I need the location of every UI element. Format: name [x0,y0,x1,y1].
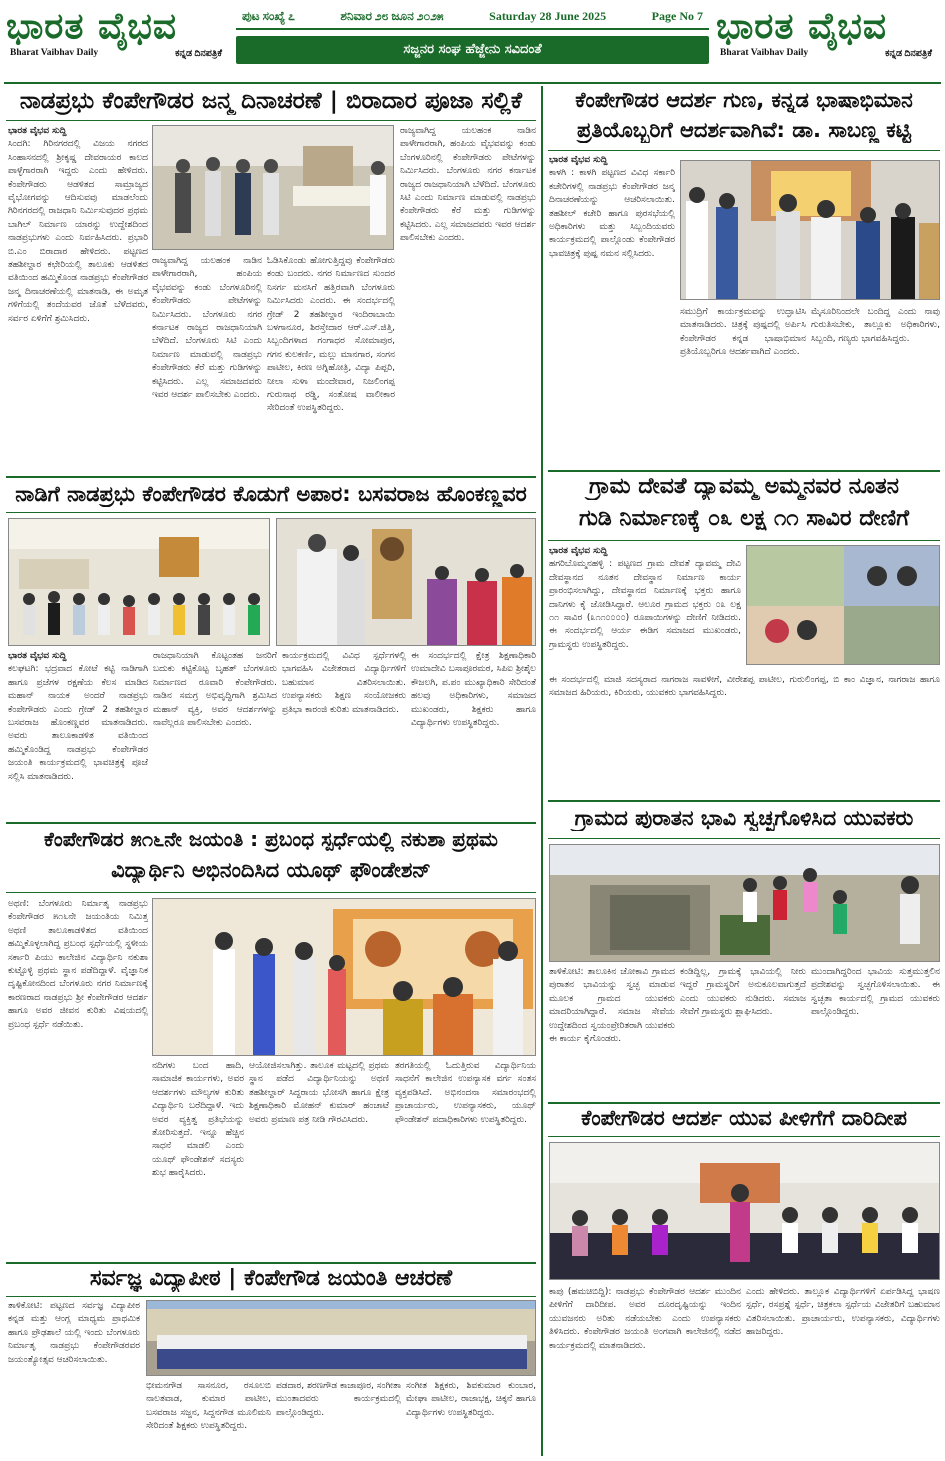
article-column [153,650,277,812]
tagline: ಕನ್ನಡ ದಿನಪತ್ರಿಕೆ [885,49,932,59]
section-divider [548,470,940,472]
article-text: ಕಂಡಿದ್ದಿಲ್ಲ, ಗ್ರಾಮಕ್ಕೆ ಭಾವಿಯಲ್ಲಿ ನೀರು ಇದ್ದರೆ ಗ್ರಾಮಸ್ಥರಿಗೆ ಅನುಕೂಲವಾಗುತ್ತದೆ ಎಂದು ಯುವಕರು ನುಡಿದರು. ಸಮಾಜ ಸೇವೆಗೆ ಗ್ರಾಮಸ್ಥರು ಶ್ಲಾಘಿಸಿದರು. [680,967,806,1018]
newspaper-logo: ಭಾರತ ವೈಭವ [716,5,887,47]
header-bar [236,4,709,76]
article-column [152,1060,244,1258]
article-column [549,154,675,466]
divider [6,512,536,513]
article-text: ಸಿಂದಗಿ: ಗಿರಿನಗರದಲ್ಲಿ ವಿಜಯ ನಗರದ ಸಿಂಹಾಸನದಲ್ಲಿ ಶ್ರೀಕೃಷ್ಣ ದೇವರಾಯರ ಕಾಲದ ಪಾಳ್ಳೆಗಾರರಾಗಿ ಇದ್ದರು ಎಂದು ಹೇಳಿದರು. ಕೆಂಪೇಗೌಡರು ಆಡಳಿತದ ಸಾಮ್ರಾಜ್ಯದ ವೈಭೋಗವನ್ನು ಆದಿಸುವವು ಮಾಡಲೆಂದು ಗಿರಿನಗರದಲ್ಲಿ ರಾಜಧಾನಿ ನಿರ್ಮಿಸುವುದರ ಪ್ರಥಮ ಬಾಗಿಲ್ ನಿರ್ಮಾಣ ಯಾರನ್ನು ಉದ್ದೇಶದಿಂದ ನಾಡಪ್ರಭುಗಳು ಎಂದು ನಿರ್ವಹಿಸಿದರು. ಪ್ರಭಾರಿ ಬಿ.ಎಂ ಬಿರಾದಾರ ಹೇಳಿದರು. ಪಟ್ಟಣದ ತಹಶೀಲ್ದಾರ ಕಛೇರಿಯಲ್ಲಿ ತಾಲೂಕು ಆಡಳಿತದ ವತಿಯಿಂದ ಹಮ್ಮಿಕೊಂಡ ನಾಡಪ್ರಭು ಕೆಂಪೇಗೌಡರ ಜನ್ಮ ದಿನಾಚರಣೆಯಲ್ಲಿ ಮಾತನಾಡಿ, ಈ ಅಮೃತ ಗಳಿಗೆಯಲ್ಲಿ ತಂದೆಯವರ ಜೊತೆ ಬೆಳೆದವರು, ಸರ್ವರ ಏಳಿಗೆಗೆ ಶ್ರಮಿಸಿದರು. [8,139,148,324]
article-column [267,255,395,465]
article-column [811,306,940,466]
article-text: ಮೈಸೂರಿನಿಂದಲೇ ಬಂದಿದ್ದ ಎಂದು ನಾವು ಗುರುತಿಸಬೇಕು, ತಾಲ್ಲೂಕು ಅಧಿಕಾರಿಗಳು, ಸಿಬ್ಬಂದಿ, ಗಣ್ಯರು ಭಾಗವಹಿಸಿದ್ದರು. [811,307,940,344]
article-text: ರಾಜ್ಯವಾಗಿದ್ದ ಯಲಹಂಕ ನಾಡಿನ ಪಾಳೇಗಾರರಾಗಿ, ಹಂಪಿಯ ವೈಭವವನ್ನು ಕಂಡು ಬೆಂಗಳೂರಿನಲ್ಲಿ ಕೆಂಪೇಗೌಡರು ಪೇಟೆಗಳನ್ನು ನಿರ್ಮಿಸಿದರು. ಬೆಂಗಳೂರು ನಗರ ಕರ್ನಾಟಕ ರಾಜ್ಯದ ರಾಜಧಾನಿಯಾಗಿ ಬೆಳೆದಿದೆ. ಬೆಂಗಳೂರು ಸಿಟಿ ಎಂದು ನಿರ್ಮಾಣ ಮಾಡುವಲ್ಲಿ ನಾಡಪ್ರಭು ಕೆಂಪೇಗೌಡರು ಕೆರೆ ಮತ್ತು ಗುಡಿಗಳನ್ನು ಕಟ್ಟಿಸಿದರು. ಎಲ್ಲ ಸಮಾಜದವರು ಇವರ ಆದರ್ಶ ಪಾಲಿಸಬೇಕು ಎಂದರು. [152,256,262,401]
newspaper-logo: ಭಾರತ ವೈಭವ [6,5,177,47]
tagline: ಕನ್ನಡ ದಿನಪತ್ರಿಕೆ [175,49,222,59]
article-headline: ಕೆಂಪೇಗೌಡರ ಆದರ್ಶ ಗುಣ, ಕನ್ನಡ ಭಾಷಾಭಿಮಾನ [575,88,913,112]
article-text: ಸಂಗೀತ ಶಿಕ್ಷಕರು, ಶಿವಕುಮಾರ ಕುಂಬಾರ, ಮೇಘಾ ಪಾಟೀಲ, ರಾಜಾಭಕ್ಷ, ಚಿಕ್ಕನೆ ಹಾಗೂ ವಿದ್ಯಾರ್ಥಿಗಳು ಉಪಸ್ಥಿತರಿದ್ದರು. [406,1381,536,1418]
section-divider [548,800,940,802]
masthead-right [716,4,936,76]
article-headline: ಗುಡಿ ನಿರ್ಮಾಣಕ್ಕೆ ೦೩ ಲಕ್ಷ ೧೧ ಸಾವಿರ ದೇಣಿಗೆ [578,506,910,531]
masthead-left [6,4,226,76]
page-count: ಪುಟ ಸಂಖ್ಯೆ ೭ [242,8,295,23]
article-headline: ಕೆಂಪೇಗೌಡರ ೫೧೬ನೇ ಜಯಂತಿ : ಪ್ರಬಂಧ ಸ್ಪರ್ಧೆಯಲ್ಲಿ ನಕುಶಾ ಪ್ರಥಮ [44,828,498,851]
article-text: ಆಯೋಜಿಸಲಾಗಿತ್ತು. ತಾಲೂಕ ಮಟ್ಟದಲ್ಲಿ ಪ್ರಥಮ ಸ್ಥಾನ ಪಡೆದ ವಿದ್ಯಾರ್ಥಿನಿಯನ್ನು ಅಥಣಿ ತಹಶೀಲ್ದಾರ್ ಸಿದ್ದರಾಯ ಭೋಸಗಿ ಹಾಗೂ ಕ್ಷೇತ್ರ ಶಿಕ್ಷಣಾಧಿಕಾರಿ ಮೋಹನ್ ಕುಮಾರ್ ಹಂಚಾಟೆ ಅವರು ಪ್ರಮಾಣ ಪತ್ರ ನೀಡಿ ಗೌರವಿಸಿದರು. [249,1061,389,1125]
article-column [395,1060,536,1258]
divider [6,892,536,893]
divider [6,120,536,121]
article-column [549,545,741,670]
dateline: ಭಾರತ ವೈಭವ ಸುದ್ದಿ [8,651,67,661]
article-column [411,650,536,812]
kannada-date: ಶನಿವಾರ ೨೮ ಜೂನ ೨೦೨೫ [340,8,444,23]
article-photo [549,1142,940,1280]
article-column [680,306,806,466]
article-column [400,125,536,465]
english-date: Saturday 28 June 2025 [489,8,607,23]
article-photo [8,518,270,646]
article-photo [152,898,536,1056]
article-headline: ಗ್ರಾಮ ದೇವತೆ ದ್ಯಾವಮ್ಮ ಅಮ್ಮನವರ ನೂತನ [589,474,899,499]
article-column [746,1286,940,1456]
english-name: Bharat Vaibhav Daily [10,48,99,58]
article-text: ತರಗತಿಯಲ್ಲಿ ಓದುತ್ತಿರುವ ವಿದ್ಯಾರ್ಥಿನಿಯ ಸಾಧನೆಗೆ ಕಾಲೇಜಿನ ಉಪನ್ಯಾಸಕ ವರ್ಗ ಸಂತಸ ವ್ಯಕ್ತಪಡಿಸಿದೆ. ಅಭಿನಂದನಾ ಸಮಾರಂಭದಲ್ಲಿ ಪ್ರಾಚಾರ್ಯರು, ಉಪನ್ಯಾಸಕರು, ಯೂಥ್ ಫೌಂಡೇಶನ್ ಪದಾಧಿಕಾರಿಗಳು ಉಪಸ್ಥಿತರಿದ್ದರು. [395,1061,536,1125]
article-text: ತಾಳಿಕೋಟಿ: ತಾಲೂಕಿನ ಚೋಕಾವಿ ಗ್ರಾಮದ ಪುರಾತನ ಭಾವಿಯನ್ನು ಸ್ವಚ್ಛ ಮಾಡುವ ಮೂಲಕ ಗ್ರಾಮದ ಯುವಕರು ಮಾದರಿಯಾಗಿದ್ದಾರೆ. ಸಮಾಜ ಸೇವೆಯ ಉದ್ದೇಶದಿಂದ ಸ್ವಯಂಪ್ರೇರಿತರಾಗಿ ಯುವಕರು ಈ ಕಾರ್ಯ ಕೈಗೊಂಡರು. [549,967,675,1045]
article-text: ಸಮುದ್ರಿಗೆ ಕಾರ್ಯಕ್ರಮವನ್ನು ಉದ್ಘಾಟಿಸಿ ಮಾತನಾಡಿದರು. ಚಿತ್ರಕ್ಕೆ ಪುಷ್ಪದಲ್ಲಿ ಅರ್ಪಿಸಿ ಕೆಂಪೇಗೌಡರ ಕನ್ನಡ ಭಾಷಾಭಿಮಾನ ಪ್ರತಿಯೊಬ್ಬರಿಗೂ ಆದರ್ಶವಾಗಿದೆ ಎಂದರು. [680,307,806,358]
column-divider [541,86,543,1456]
article-photo [152,125,394,250]
article-text: ಭೀಮನಗೌಡ ಸಾಸನೂರ, ರಸೂಲಬಿ ನಾಲತವಾಡ, ಕುಮಾರ ಪಾಟೀಲ, ಬಸವರಾಜ ಸಜ್ಜನ, ಸಿದ್ದನಗೌಡ ಮೂಲಿಮನಿ ಸೇರಿದಂತೆ ಶಿಕ್ಷಕರು ಉಪಸ್ಥಿತರಿದ್ದರು. [146,1381,271,1432]
article-headline: ಕೆಂಪೇಗೌಡರ ಆದರ್ಶ ಯುವ ಪೀಳಿಗೆಗೆ ದಾರಿದೀಪ [581,1106,907,1130]
article-headline: ವಿದ್ಯಾರ್ಥಿನಿ ಅಭಿನಂದಿಸಿದ ಯೂಥ್ ಫೌಂಡೇಶನ್ [111,858,431,882]
article-column [8,650,148,812]
article-text: ಅಥಣಿ: ಬೆಂಗಳೂರು ನಿರ್ಮಾತೃ ನಾಡಪ್ರಭು ಕೆಂಪೇಗೌಡರ ೫೧೬ನೇ ಜಯಂತಿಯ ನಿಮಿತ್ತ ಅಥಣಿ ತಾಲೂಕಾಡಳಿತದ ವತಿಯಿಂದ ಹಮ್ಮಿಕೊಳ್ಳಲಾಗಿದ್ದ ಪ್ರಬಂಧ ಸ್ಪರ್ಧೆಯಲ್ಲಿ ಸ್ಥಳೀಯ ಸರ್ಕಾರಿ ಪಿಯು ಕಾಲೇಜಿನ ವಿದ್ಯಾರ್ಥಿನಿ ನಕುಶಾ ಕುಟ್ಟೊಳ್ಳಿ ಪ್ರಥಮ ಸ್ಥಾನ ಪಡೆದಿದ್ದಾಳೆ. ವೈಜ್ಞಾನಿಕ ದೃಷ್ಟಿಕೋನದಿಂದ ಬೆಂಗಳೂರು ನಗರ ನಿರ್ಮಾಣಕ್ಕೆ ಕಾರಣರಾದ ನಾಡಪ್ರಭು ಶ್ರೀ ಕೆಂಪೇಗೌಡರ ಆದರ್ಶ ಹಾಗೂ ಅವರ ಜೀವನ ಕುರಿತು ವಿಷಯದಲ್ಲಿ ಪ್ರಬಂಧ ಸ್ಪರ್ಧೆ ನಡೆಯಿತು. [8,899,148,1030]
article-column [146,1380,271,1456]
article-headline: ನಾಡಪ್ರಭು ಕೆಂಪೇಗೌಡರ ಜನ್ಮ ದಿನಾಚರಣೆ | ಬಿರಾದಾರ ಪೂಜಾ ಸಲ್ಲಿಕೆ [19,88,523,114]
article-column [8,898,148,1258]
article-text: ಈ ಸಂದರ್ಭದಲ್ಲಿ ಕ್ಷೇತ್ರ ಶಿಕ್ಷಣಾಧಿಕಾರಿ ಉಮಾದೇವಿ ಬಸಾಪೂರಮಠ, ಸಿಪಿಐ ಶ್ರೀಶೈಲ ಕೌಜಲಗಿ, ಪ.ಪಂ ಮುಖ್ಯಾಧಿಕಾರಿ ಸೇರಿದಂತೆ ಹಲವು ಅಧಿಕಾರಿಗಳು, ಸಮಾಜದ ಮುಖಂಡರು, ಶಿಕ್ಷಕರು ಹಾಗೂ ವಿದ್ಯಾರ್ಥಿಗಳು ಉಪಸ್ಥಿತರಿದ್ದರು. [411,651,536,729]
article-column [249,1060,389,1258]
section-divider [6,1262,536,1264]
divider [548,838,940,839]
article-column [282,650,406,812]
article-text: ಕಾರ್ಯಕ್ರಮದಲ್ಲಿ ವಿವಿಧ ಸ್ಪರ್ಧೆಗಳಲ್ಲಿ ಭಾಗವಹಿಸಿ ವಿಜೇತರಾದ ವಿದ್ಯಾರ್ಥಿಗಳಿಗೆ ಬಹುಮಾನ ವಿತರಿಸಲಾಯಿತು. ಉಪನ್ಯಾಸಕರು ಶಿಕ್ಷಣ ಸಂಯೋಜಕರು ಪ್ರತಿಭಾ ಕಾರಂಜಿ ಕುರಿತು ಮಾತನಾಡಿದರು. [282,651,406,715]
dateline: ಭಾರತ ವೈಭವ ಸುದ್ದಿ [549,155,608,165]
article-text: ಈ ಸಂದರ್ಭದಲ್ಲಿ ಮಾಜಿ ಸದಸ್ಯರಾದ ನಾಗರಾಜ ಸಾವಳೀಗೆ, ವೀರೇಶಪ್ಪ ಪಾಟೀಲ, ಗುರುಲಿಂಗಪ್ಪ, ಬಿ ಕಾಂ ವಿಜ್ಞಾನ, ನಾಗರಾಜ ಹಾಗೂ ಸಮಾಜದ ಹಿರಿಯರು, ಕಿರಿಯರು, ಯುವಕರು ಭಾಗವಹಿಸಿದ್ದರು. [549,675,940,699]
article-text: ಕಲಘಟಗಿ: ಭದ್ರವಾದ ಕೋಟೆ ಕಟ್ಟಿ ನಾಡಿಗಾಗಿ ಹಾಗೂ ಪ್ರಜೆಗಳ ರಕ್ಷಣೆಯ ಕೆಲಸ ಮಾಡಿದ ಮಹಾನ್ ನಾಯಕ ಅಂದರೆ ನಾಡಪ್ರಭು ಕೆಂಪೇಗೌಡರು ಎಂದು ಗ್ರೇಡ್ 2 ತಹಶೀಲ್ದಾರ ಬಸವರಾಜ ಹೊಂಕಣ್ಣವರ ಮಾತನಾಡಿದರು. ಅವರು ತಾಲೂಕಾಡಳಿತ ವತಿಯಿಂದ ಹಮ್ಮಿಕೊಂಡಿದ್ದ ನಾಡಪ್ರಭು ಕೆಂಪೇಗೌಡರ ಜಯಂತಿ ಕಾರ್ಯಕ್ರಮದಲ್ಲಿ ಭಾವಚಿತ್ರಕ್ಕೆ ಪೂಜೆ ಸಲ್ಲಿಸಿ ಮಾತನಾಡಿದರು. [8,664,148,782]
divider [548,1136,940,1137]
section-divider [6,822,536,824]
article-text: ತಾಳಿಕೋಟಿ: ಪಟ್ಟಣದ ಸರ್ವಜ್ಞ ವಿದ್ಯಾಪೀಠ ಕನ್ನಡ ಮತ್ತು ಆಂಗ್ಲ ಮಾಧ್ಯಮ ಪ್ರಾಥಮಿಕ ಹಾಗೂ ಪ್ರೌಢಶಾಲೆ ಯಲ್ಲಿ ಇಂದು ಬೆಂಗಳೂರು ನಿರ್ಮಾತೃ ನಾಡಪ್ರಭು ಕೆಂಪೇಗೌಡರವರ ಜಯಂತ್ಯೋತ್ಸವ ಆಚರಿಸಲಾಯಿತು. [8,1301,140,1365]
slogan: ಸಜ್ಜನರ ಸಂಘ ಹೆಜ್ಜೇನು ಸವಿದಂತೆ [236,36,709,64]
article-column [406,1380,536,1456]
article-photo [746,545,940,665]
article-text: ರಾಜಧಾನಿಯಾಗಿ ಕೊಟ್ಟಂತಹ ಜನರಿಗೆ ಬದುಕು ಕಟ್ಟಿಕೊಟ್ಟ ಬೃಹತ್ ಬೆಂಗಳೂರು ನಿರ್ಮಾಣದ ರೂವಾರಿ ಕೆಂಪೇಗೌಡರು. ನಾಡಿನ ಸಮಗ್ರ ಅಭಿವೃದ್ಧಿಗಾಗಿ ಶ್ರಮಿಸಿದ ಮಹಾನ್ ವ್ಯಕ್ತಿ, ಅವರ ಆದರ್ಶಗಳನ್ನು ನಾವೆಲ್ಲರೂ ಪಾಲಿಸಬೇಕು ಎಂದರು. [153,651,277,729]
english-name: Bharat Vaibhav Daily [720,48,809,58]
dateline: ಭಾರತ ವೈಭವ ಸುದ್ದಿ [549,546,608,556]
article-headline: ಗ್ರಾಮದ ಪುರಾತನ ಭಾವಿ ಸ್ವಚ್ಛಗೊಳಿಸಿದ ಯುವಕರು [574,806,914,830]
article-text: ಹಗರಿಬೊಮ್ಮನಹಳ್ಳಿ : ಪಟ್ಟಣದ ಗ್ರಾಮ ದೇವತೆ ದ್ಯಾವಮ್ಮ ದೇವಿ ದೇವಸ್ಥಾನದ ನೂತನ ದೇವಸ್ಥಾನ ನಿರ್ಮಾಣ ಕಾರ್ಯ ಪ್ರಾರಂಭಿಸಲಾಗಿದ್ದು, ದೇವಸ್ಥಾನದ ನಿರ್ಮಾಣಕ್ಕೆ ಭಕ್ತರು ಹಾಗೂ ದಾನಿಗಳು ಕೈ ಜೋಡಿಸಿದ್ದಾರೆ. ಆಲೂರ ಗ್ರಾಮದ ಭಕ್ತರು ೦೩ ಲಕ್ಷ ೧೧ ಸಾವಿರ (೩೧೧೦೦೦೦) ರೂಪಾಯಿಗಳನ್ನು ದೇಣಿಗೆ ನೀಡಿದರು. ಈ ಸಂದರ್ಭದಲ್ಲಿ ಆರ್ಯ ಈಡಿಗ ಸಮಾಜದ ಮುಖಂಡರು, ಗ್ರಾಮಸ್ಥರು ಉಪಸ್ಥಿತರಿದ್ದರು. [549,559,741,650]
dateline: ಭಾರತ ವೈಭವ ಸುದ್ದಿ [8,126,67,136]
header-divider [4,82,941,84]
article-text: ಮುಂದಾಗಿದ್ದರಿಂದ ಭಾವಿಯ ಸುತ್ತಮುತ್ತಲಿನ ಪ್ರದೇಶವನ್ನು ಸ್ವಚ್ಛಗೊಳಿಸಲಾಯಿತು. ಈ ಸ್ವಚ್ಛತಾ ಕಾರ್ಯದಲ್ಲಿ ಗ್ರಾಮದ ಯುವಕರು ಪಾಲ್ಗೊಂಡಿದ್ದರು. [811,967,940,1018]
article-headline: ನಾಡಿಗೆ ನಾಡಪ್ರಭು ಕೆಂಪೇಗೌಡರ ಕೊಡುಗೆ ಅಪಾರ: ಬಸವರಾಜ ಹೊಂಕಣ್ಣವರ [15,482,527,506]
article-headline: ಸರ್ವಜ್ಞ ವಿದ್ಯಾಪೀಠ | ಕೆಂಪೇಗೌಡ ಜಯಂತಿ ಆಚರಣೆ [89,1266,453,1291]
article-photo [146,1300,536,1376]
page-number: Page No 7 [651,8,703,23]
article-column [680,966,806,1096]
article-text: ರಾಜ್ಯವಾಗಿದ್ದ ಯಲಹಂಕ ನಾಡಿನ ಪಾಳೇಗಾರರಾಗಿ, ಹಂಪಿಯ ವೈಭವವನ್ನು ಕಂಡು ಬೆಂಗಳೂರಿನಲ್ಲಿ ಕೆಂಪೇಗೌಡರು ಪೇಟೆಗಳನ್ನು ನಿರ್ಮಿಸಿದರು. ಬೆಂಗಳೂರು ನಗರ ಕರ್ನಾಟಕ ರಾಜ್ಯದ ರಾಜಧಾನಿಯಾಗಿ ಬೆಳೆದಿದೆ. ಬೆಂಗಳೂರು ಸಿಟಿ ಎಂದು ನಿರ್ಮಾಣ ಮಾಡುವಲ್ಲಿ ನಾಡಪ್ರಭು ಕೆಂಪೇಗೌಡರು ಕೆರೆ ಮತ್ತು ಗುಡಿಗಳನ್ನು ಕಟ್ಟಿಸಿದರು. ಎಲ್ಲ ಸಮಾಜದವರು ಇವರ ಆದರ್ಶ ಪಾಲಿಸಬೇಕು ಎಂದರು. [400,126,536,244]
article-column [549,1286,741,1456]
article-text: ಪಡದಾರ, ಶರಣಗೌಡ ಕಾಜಾಪೂರ, ಸಂಗೀತಾ ಮುಂತಾದವರು ಕಾರ್ಯಕ್ರಮದಲ್ಲಿ ಪಾಲ್ಗೊಂಡಿದ್ದರು. [276,1381,401,1418]
section-divider [548,1102,940,1104]
article-photo [549,844,940,962]
article-column [549,966,675,1096]
article-column [276,1380,401,1456]
article-photo [680,160,940,300]
article-photo [276,518,536,646]
article-column [8,1300,140,1456]
article-text: ಕಾಪು (ಹಮಚಿಬಿದ್ದಿ): ನಾಡಪ್ರಭು ಕೆಂಪೇಗೌಡರ ಆದರ್ಶ ಮುಂದಿನ ಪೀಳಿಗೆಗೆ ದಾರಿದೀಪ. ಅವರ ದೂರದೃಷ್ಟಿಯನ್ನು ಇಂದಿನ ಯುವಜನರು ಅರಿತು ನಡೆಯಬೇಕು ಎಂದು ಉಪನ್ಯಾಸಕರು ತಿಳಿಸಿದರು. ಕೆಂಪೇಗೌಡರ ಜಯಂತಿ ಅಂಗವಾಗಿ ಕಾಲೇಜಿನಲ್ಲಿ ನಡೆದ ಕಾರ್ಯಕ್ರಮದಲ್ಲಿ ಮಾತನಾಡಿದರು. [549,1287,741,1351]
article-headline: ಪ್ರತಿಯೊಬ್ಬರಿಗೆ ಆದರ್ಶವಾಗಿವೆ: ಡಾ. ಸಾಬಣ್ಣ ಕಟ್ಟಿ [577,118,911,142]
divider [548,540,940,541]
section-divider [6,476,536,478]
article-text: ಎಂದು ಹೇಳಿದರು. ತಾಲ್ಲೂಕ ವಿದ್ಯಾರ್ಥಿಗಳಿಗೆ ಏರ್ಪಡಿಸಿದ್ದ ಭಾಷಣ ಸ್ಪರ್ಧೆ, ರಸಪ್ರಶ್ನೆ ಸ್ಪರ್ಧೆ, ಚಿತ್ರಕಲಾ ಸ್ಪರ್ಧೆಯ ವಿಜೇತರಿಗೆ ಬಹುಮಾನ ವಿತರಿಸಲಾಯಿತು. ಪ್ರಾಚಾರ್ಯರು, ಉಪನ್ಯಾಸಕರು, ವಿದ್ಯಾರ್ಥಿಗಳು ಹಾಜರಿದ್ದರು. [746,1287,940,1338]
divider [548,150,940,151]
article-text: ನದಿಗಳು ಬಂದ ಹಾದಿ, ಸಾಮಾಜಿಕ ಕಾರ್ಯಗಳು, ಅವರ ಆದರ್ಶಗಳು ಮೌಲ್ಯಗಳ ಕುರಿತು ವಿದ್ಯಾರ್ಥಿನಿ ಬರೆದಿದ್ದಾಳೆ. ಇದು ಅವರ ವ್ಯಕ್ತಿತ್ವ ಪ್ರತಿಭೆಯನ್ನು ತೋರಿಸುತ್ತದೆ. ಇನ್ನೂ ಹೆಚ್ಚಿನ ಸಾಧನೆ ಮಾಡಲಿ ಎಂದು ಯೂಥ್ ಫೌಂಡೇಶನ್ ಸದಸ್ಯರು ಶುಭ ಹಾರೈಸಿದರು. [152,1061,244,1179]
article-column [152,255,262,465]
article-text: ಕಾಳಗಿ : ಕಾಳಗಿ ಪಟ್ಟಣದ ವಿವಿಧ ಸರ್ಕಾರಿ ಕಚೇರಿಗಳಲ್ಲಿ ನಾಡಪ್ರಭು ಕೆಂಪೇಗೌಡರ ಜನ್ಮ ದಿನಾಚರಣೆಯನ್ನು ಆಚರಿಸಲಾಯಿತು. ತಹಶೀಲ್ ಕಚೇರಿ ಹಾಗೂ ಪುರಸಭೆಯಲ್ಲಿ ಅಧಿಕಾರಿಗಳು ಮತ್ತು ಸಿಬ್ಬಂದಿಯವರು ಕಾರ್ಯಕ್ರಮದಲ್ಲಿ ಪಾಲ್ಗೊಂಡು ಕೆಂಪೇಗೌಡರ ಭಾವಚಿತ್ರಕ್ಕೆ ಪುಷ್ಪ ನಮನ ಸಲ್ಲಿಸಿದರು. [549,168,675,259]
divider [6,1296,536,1297]
article-text: ಓಡಿಸಿಕೊಂಡು ಹೋಗುತ್ತಿದ್ದವು ಕೆಂಪೇಗೌಡರು ಕಂಡು ಬಂದರು. ನಗರ ನಿರ್ಮಾಣದ ಸುಂದರ ನಿಸರ್ಗ ಮನಸಿಗೆ ಹತ್ತಿರವಾಗಿ ಬೆಂಗಳೂರು ನಿರ್ಮಿಸಿದರು ಎಂದರು. ಈ ಸಂದರ್ಭದಲ್ಲಿ ಗ್ರೇಡ್ 2 ತಹಶೀಲ್ದಾರ ಇಂದಿರಾಬಾಯಿ ಬಳಗಾನೂರ, ಶಿರಸ್ತೇದಾರ ಆರ್.ಎಸ್.ಜಿತ್ತಿ, ಸಿಬ್ಬಂದಿಗಳಾದ ಗಂಗಾಧರ ಸೋಮಾಪುರ, ಗಗನ ಕುಲಕರ್ಣಿ, ಮಲ್ಲು ಮಾನಗಾರ, ಸಂಗನ ಪಾಟೀಲ, ಕಿರಣ ಅಗ್ನಿಹೋತ್ರಿ, ವಿದ್ಯಾ ಪಿಪ್ಪರಿ, ನೀಲಾ ಸುಳಾ ಮಂದೇವಾರ, ನಿಜಲಿಂಗಪ್ಪ ಗುರುನಾಥ ರಡ್ಡಿ, ಸಂತೋಷ ವಾಲೀಕಾರ ಸೇರಿದಂತೆ ಉಪಸ್ಥಿತರಿದ್ದರು. [267,256,395,414]
article-column [811,966,940,1096]
article-column [549,674,940,794]
article-column [8,125,148,465]
